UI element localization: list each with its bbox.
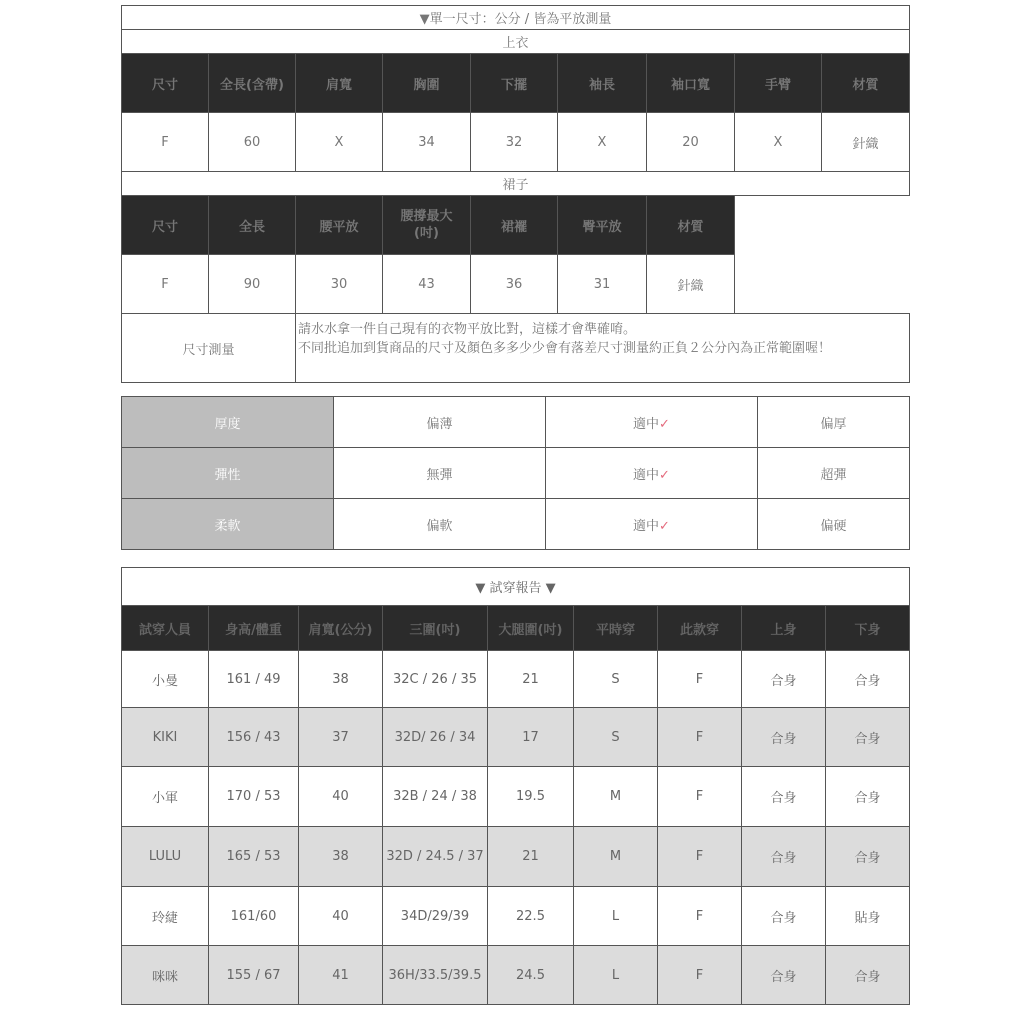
trial-header-cell: 此款穿	[658, 606, 742, 651]
feel-option-selected	[546, 397, 758, 448]
trial-cell: 17	[488, 708, 574, 767]
trial-cell: F	[658, 767, 742, 827]
check-icon: ✓	[659, 416, 670, 432]
trial-header-cell: 平時穿	[574, 606, 658, 651]
measure-note-line: 不同批追加到貨商品的尺寸及顏色多多少少會有落差尺寸測量約正負２公分內為正常範圍喔！	[298, 341, 832, 356]
trial-report-table	[121, 567, 910, 1005]
skirt-header-cell: 臀平放	[558, 196, 647, 255]
check-icon: ✓	[659, 518, 670, 534]
trial-cell: F	[658, 651, 742, 708]
top-header-cell: 材質	[822, 54, 910, 113]
trial-cell: 37	[299, 708, 383, 767]
feel-option-selected	[546, 499, 758, 550]
trial-cell: 合身	[826, 767, 910, 827]
trial-cell: 小軍	[122, 767, 209, 827]
top-value-cell: 60	[209, 113, 296, 172]
top-value-cell: 34	[383, 113, 471, 172]
trial-cell: 合身	[742, 767, 826, 827]
trial-cell: 38	[299, 827, 383, 887]
skirt-header-cell: 腰撐最大 (吋)	[383, 196, 471, 255]
trial-cell: 34D/29/39	[383, 887, 488, 946]
trial-cell: L	[574, 887, 658, 946]
feel-option: 無彈	[334, 448, 546, 499]
trial-cell: 41	[299, 946, 383, 1005]
feel-option: 偏厚	[758, 397, 910, 448]
trial-header-cell: 身高/體重	[209, 606, 299, 651]
trial-cell: 38	[299, 651, 383, 708]
skirt-value-cell: 30	[296, 255, 383, 314]
top-header-cell: 手臂	[735, 54, 822, 113]
measure-note-line: 請水水拿一件自己現有的衣物平放比對，這樣才會準確唷。	[298, 322, 637, 337]
trial-cell: M	[574, 767, 658, 827]
skirt-value-cell: 31	[558, 255, 647, 314]
trial-cell: 40	[299, 887, 383, 946]
top-value-cell: X	[735, 113, 822, 172]
table-row	[122, 827, 910, 887]
check-icon: ✓	[659, 467, 670, 483]
trial-cell: 36H/33.5/39.5	[383, 946, 488, 1005]
feel-option: 超彈	[758, 448, 910, 499]
feel-label: 厚度	[122, 397, 334, 448]
trial-cell: 21	[488, 651, 574, 708]
trial-cell: 合身	[826, 651, 910, 708]
empty-cell	[735, 196, 910, 314]
trial-cell: 32D/ 26 / 34	[383, 708, 488, 767]
trial-cell: 合身	[742, 946, 826, 1005]
trial-cell: 32C / 26 / 35	[383, 651, 488, 708]
fabric-feel-table	[121, 396, 910, 550]
table-row	[122, 946, 910, 1005]
trial-cell: 小曼	[122, 651, 209, 708]
top-value-cell: 20	[647, 113, 735, 172]
trial-cell: 156 / 43	[209, 708, 299, 767]
table-row	[122, 651, 910, 708]
trial-cell: 161 / 49	[209, 651, 299, 708]
feel-label: 柔軟	[122, 499, 334, 550]
top-header-cell: 袖長	[558, 54, 647, 113]
trial-cell: 170 / 53	[209, 767, 299, 827]
top-header-cell: 胸圍	[383, 54, 471, 113]
trial-cell: 19.5	[488, 767, 574, 827]
top-header-cell: 下擺	[471, 54, 558, 113]
top-caption: 上衣	[122, 30, 910, 54]
trial-header-cell: 上身	[742, 606, 826, 651]
top-header-cell: 肩寬	[296, 54, 383, 113]
trial-cell: 玲緁	[122, 887, 209, 946]
trial-header-cell: 三圍(吋)	[383, 606, 488, 651]
trial-cell: 合身	[826, 827, 910, 887]
feel-option-label: 適中	[633, 467, 660, 483]
measure-note	[296, 314, 910, 383]
trial-cell: 32B / 24 / 38	[383, 767, 488, 827]
skirt-header-cell: 材質	[647, 196, 735, 255]
trial-cell: 合身	[742, 651, 826, 708]
trial-header-cell: 試穿人員	[122, 606, 209, 651]
trial-cell: S	[574, 708, 658, 767]
trial-cell: 貼身	[826, 887, 910, 946]
feel-option: 偏薄	[334, 397, 546, 448]
skirt-value-cell: 36	[471, 255, 558, 314]
trial-cell: 21	[488, 827, 574, 887]
top-value-cell: X	[558, 113, 647, 172]
trial-cell: F	[658, 946, 742, 1005]
trial-cell: M	[574, 827, 658, 887]
trial-cell: KIKI	[122, 708, 209, 767]
trial-cell: 40	[299, 767, 383, 827]
feel-option-selected	[546, 448, 758, 499]
trial-cell: F	[658, 887, 742, 946]
trial-cell: 合身	[742, 827, 826, 887]
skirt-header-cell: 裙襬	[471, 196, 558, 255]
feel-option: 偏軟	[334, 499, 546, 550]
top-header-cell: 全長(含帶)	[209, 54, 296, 113]
feel-option: 偏硬	[758, 499, 910, 550]
trial-cell: 165 / 53	[209, 827, 299, 887]
measure-label: 尺寸測量	[122, 314, 296, 383]
skirt-value-cell: 針織	[647, 255, 735, 314]
trial-header-cell: 肩寬(公分)	[299, 606, 383, 651]
trial-cell: 161/60	[209, 887, 299, 946]
top-value-cell: X	[296, 113, 383, 172]
feel-label: 彈性	[122, 448, 334, 499]
skirt-header-cell: 腰平放	[296, 196, 383, 255]
trial-cell: F	[658, 708, 742, 767]
trial-cell: F	[658, 827, 742, 887]
trial-cell: 24.5	[488, 946, 574, 1005]
top-value-cell: F	[122, 113, 209, 172]
trial-header-cell: 大腿圍(吋)	[488, 606, 574, 651]
trial-cell: L	[574, 946, 658, 1005]
trial-cell: 155 / 67	[209, 946, 299, 1005]
size-section-title: ▼單一尺寸：公分 / 皆為平放測量	[122, 6, 910, 30]
trial-header-cell: 下身	[826, 606, 910, 651]
trial-cell: 合身	[742, 708, 826, 767]
trial-cell: 合身	[742, 887, 826, 946]
skirt-value-cell: F	[122, 255, 209, 314]
skirt-header-cell: 全長	[209, 196, 296, 255]
top-header-cell: 尺寸	[122, 54, 209, 113]
size-table	[121, 5, 910, 383]
skirt-value-cell: 90	[209, 255, 296, 314]
trial-cell: 22.5	[488, 887, 574, 946]
table-row	[122, 767, 910, 827]
feel-option-label: 適中	[633, 518, 660, 534]
trial-section-title: ▼ 試穿報告 ▼	[122, 568, 910, 606]
table-row	[122, 708, 910, 767]
trial-cell: 合身	[826, 946, 910, 1005]
skirt-value-cell: 43	[383, 255, 471, 314]
trial-cell: 32D / 24.5 / 37	[383, 827, 488, 887]
trial-cell: 合身	[826, 708, 910, 767]
table-row	[122, 887, 910, 946]
top-header-cell: 袖口寬	[647, 54, 735, 113]
skirt-header-cell: 尺寸	[122, 196, 209, 255]
trial-cell: S	[574, 651, 658, 708]
top-value-cell: 針織	[822, 113, 910, 172]
trial-cell: 咪咪	[122, 946, 209, 1005]
feel-option-label: 適中	[633, 416, 660, 432]
skirt-caption: 裙子	[122, 172, 910, 196]
trial-cell: LULU	[122, 827, 209, 887]
top-value-cell: 32	[471, 113, 558, 172]
